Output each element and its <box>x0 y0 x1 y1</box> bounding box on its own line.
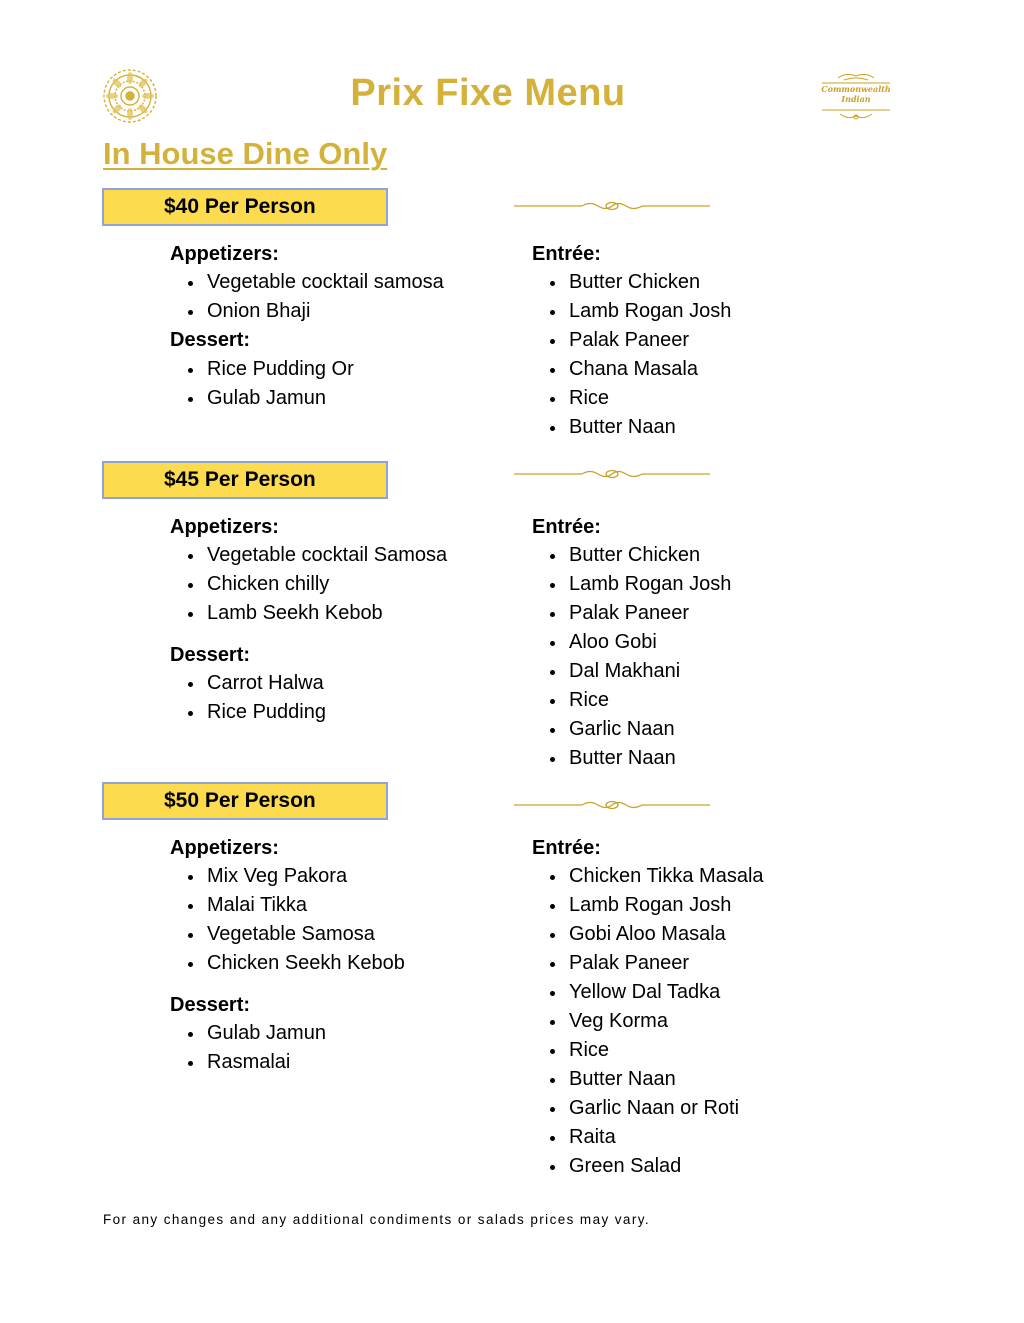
list-item: Palak Paneer <box>532 949 764 978</box>
list-item: Chicken chilly <box>170 570 447 599</box>
list-item: Yellow Dal Tadka <box>532 978 764 1007</box>
dessert-heading: Dessert: <box>170 329 251 351</box>
entree-list <box>532 268 731 442</box>
price-tier-40: $40 Per Person <box>102 188 388 226</box>
list-item: Gobi Aloo Masala <box>532 920 764 949</box>
list-item: Rice Pudding Or <box>170 355 354 384</box>
list-item: Vegetable Samosa <box>170 920 405 949</box>
list-item: Dal Makhani <box>532 657 731 686</box>
list-item: Raita <box>532 1123 764 1152</box>
list-item: Green Salad <box>532 1152 764 1181</box>
list-item: Aloo Gobi <box>532 628 731 657</box>
list-item: Lamb Rogan Josh <box>532 297 731 326</box>
list-item: Palak Paneer <box>532 599 731 628</box>
list-item: Gulab Jamun <box>170 1019 326 1048</box>
divider-ornament-icon <box>512 798 712 812</box>
list-item: Garlic Naan or Roti <box>532 1094 764 1123</box>
price-tier-50: $50 Per Person <box>102 782 388 820</box>
list-item: Rice Pudding <box>170 698 326 727</box>
list-item: Palak Paneer <box>532 326 731 355</box>
list-item: Butter Naan <box>532 744 731 773</box>
list-item: Onion Bhaji <box>170 297 444 326</box>
list-item: Veg Korma <box>532 1007 764 1036</box>
list-item: Butter Naan <box>532 413 731 442</box>
list-item: Mix Veg Pakora <box>170 862 405 891</box>
entree-heading: Entrée: <box>532 243 601 265</box>
page-title: Prix Fixe Menu <box>350 72 626 114</box>
dessert-heading: Dessert: <box>170 994 251 1016</box>
price-tier-45: $45 Per Person <box>102 461 388 499</box>
list-item: Malai Tikka <box>170 891 405 920</box>
dessert-list <box>170 669 326 727</box>
list-item: Vegetable cocktail Samosa <box>170 541 447 570</box>
list-item: Gulab Jamun <box>170 384 354 413</box>
list-item: Garlic Naan <box>532 715 731 744</box>
entree-heading: Entrée: <box>532 837 601 859</box>
entree-list <box>532 862 764 1181</box>
footer-note: For any changes and any additional condiments or salads prices may vary. <box>103 1212 651 1227</box>
list-item: Chana Masala <box>532 355 731 384</box>
restaurant-logo-text: Commonwealth Indian <box>821 84 891 104</box>
appetizers-list <box>170 862 405 978</box>
list-item: Lamb Seekh Kebob <box>170 599 447 628</box>
dessert-list <box>170 1019 326 1077</box>
list-item: Rasmalai <box>170 1048 326 1077</box>
appetizers-heading: Appetizers: <box>170 243 279 265</box>
divider-ornament-icon <box>512 467 712 481</box>
list-item: Vegetable cocktail samosa <box>170 268 444 297</box>
list-item: Carrot Halwa <box>170 669 326 698</box>
list-item: Lamb Rogan Josh <box>532 570 731 599</box>
dessert-list <box>170 355 354 413</box>
appetizers-heading: Appetizers: <box>170 516 279 538</box>
divider-ornament-icon <box>512 199 712 213</box>
list-item: Chicken Seekh Kebob <box>170 949 405 978</box>
list-item: Butter Naan <box>532 1065 764 1094</box>
appetizers-heading: Appetizers: <box>170 837 279 859</box>
list-item: Butter Chicken <box>532 541 731 570</box>
dessert-heading: Dessert: <box>170 644 251 666</box>
list-item: Rice <box>532 384 731 413</box>
dine-in-subtitle: In House Dine Only <box>103 136 388 171</box>
appetizers-list <box>170 541 447 628</box>
list-item: Rice <box>532 686 731 715</box>
entree-list <box>532 541 731 773</box>
list-item: Lamb Rogan Josh <box>532 891 764 920</box>
list-item: Rice <box>532 1036 764 1065</box>
list-item: Butter Chicken <box>532 268 731 297</box>
entree-heading: Entrée: <box>532 516 601 538</box>
list-item: Chicken Tikka Masala <box>532 862 764 891</box>
appetizers-list <box>170 268 444 326</box>
